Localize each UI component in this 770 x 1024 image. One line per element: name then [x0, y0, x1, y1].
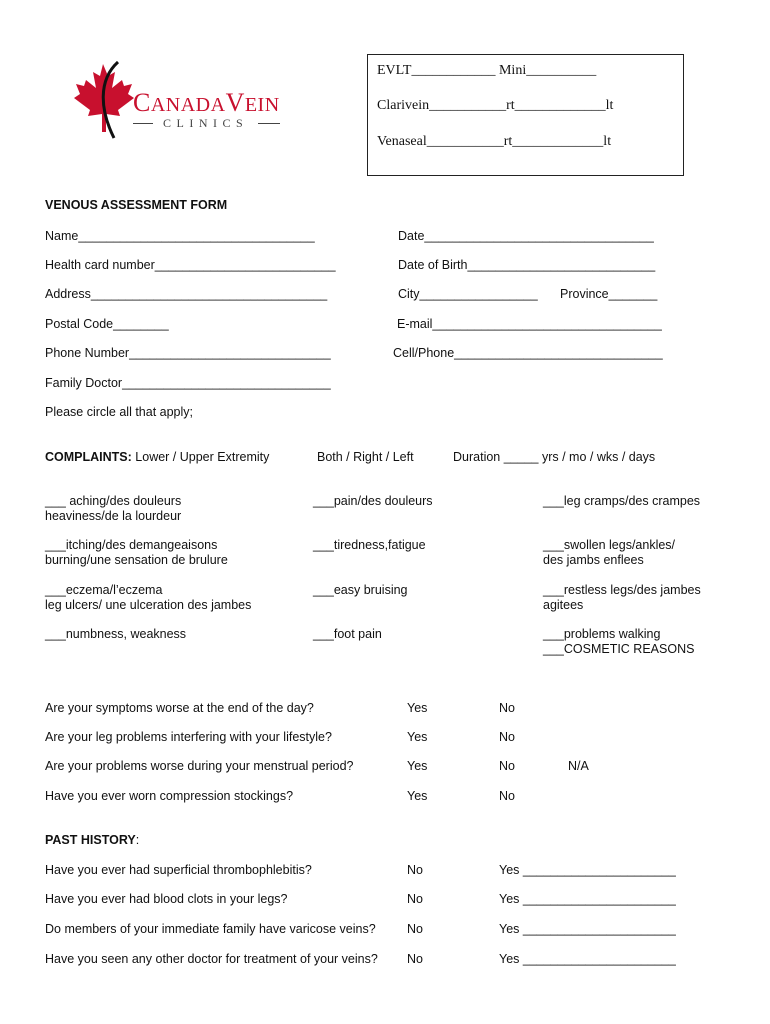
- family-doctor-field[interactable]: Family Doctor______________________________: [45, 376, 331, 390]
- brand-divider-right: [258, 123, 280, 124]
- complaints-heading: COMPLAINTS: Lower / Upper Extremity: [45, 450, 270, 464]
- answer-yes-detail[interactable]: Yes ______________________: [499, 922, 676, 936]
- answer-yes-detail[interactable]: Yes ______________________: [499, 952, 676, 966]
- past-history-heading: PAST HISTORY:: [45, 833, 140, 847]
- city-field[interactable]: City_________________: [398, 287, 538, 301]
- question-text: Have you ever worn compression stockings?: [45, 789, 294, 803]
- answer-no[interactable]: No: [407, 922, 423, 936]
- history-question: Do members of your immediate family have varicose veins?: [45, 922, 376, 936]
- history-question: Have you ever had superficial thrombophlebitis?: [45, 863, 312, 877]
- health-card-field[interactable]: Health card number__________________________: [45, 258, 336, 272]
- answer-yes[interactable]: Yes: [407, 730, 428, 744]
- brand-name: CANADAVEIN: [133, 88, 280, 117]
- form-title: VENOUS ASSESSMENT FORM: [45, 198, 228, 212]
- answer-na[interactable]: N/A: [568, 759, 589, 773]
- phone-field[interactable]: Phone Number_____________________________: [45, 346, 331, 360]
- answer-no[interactable]: No: [407, 892, 423, 906]
- answer-no[interactable]: No: [499, 701, 515, 715]
- answer-yes[interactable]: Yes: [407, 701, 428, 715]
- answer-no[interactable]: No: [499, 789, 515, 803]
- complaint-item[interactable]: ___ aching/des douleurs heaviness/de la lourdeur: [45, 494, 182, 523]
- answer-no[interactable]: No: [407, 952, 423, 966]
- answer-no[interactable]: No: [499, 730, 515, 744]
- answer-no[interactable]: No: [407, 863, 423, 877]
- complaint-item[interactable]: ___foot pain: [313, 627, 382, 641]
- procedure-venaseal-field[interactable]: Venaseal___________rt_____________lt: [377, 134, 612, 149]
- answer-yes[interactable]: Yes: [407, 759, 428, 773]
- cell-phone-field[interactable]: Cell/Phone______________________________: [393, 346, 663, 360]
- address-field[interactable]: Address__________________________________: [45, 287, 328, 301]
- procedure-clarivein-field[interactable]: Clarivein___________rt_____________lt: [377, 98, 614, 113]
- complaint-item[interactable]: ___eczema/l’eczema leg ulcers/ une ulceration des jambes: [45, 583, 252, 612]
- complaint-item[interactable]: ___swollen legs/ankles/ des jambs enflees: [543, 538, 676, 567]
- date-field[interactable]: Date_________________________________: [398, 229, 654, 243]
- brand-subtitle: CLINICS: [163, 116, 249, 130]
- complaint-item[interactable]: ___restless legs/des jambes agitees: [543, 583, 701, 612]
- postal-code-field[interactable]: Postal Code________: [45, 317, 169, 331]
- dob-field[interactable]: Date of Birth___________________________: [398, 258, 656, 272]
- complaint-item[interactable]: ___tiredness,fatigue: [313, 538, 426, 552]
- complaint-item[interactable]: ___easy bruising: [313, 583, 408, 597]
- question-text: Are your problems worse during your menstrual period?: [45, 759, 354, 773]
- question-text: Are your leg problems interfering with your lifestyle?: [45, 730, 332, 744]
- history-question: Have you seen any other doctor for treatment of your veins?: [45, 952, 378, 966]
- complaint-item[interactable]: ___leg cramps/des crampes: [543, 494, 701, 508]
- maple-leaf-icon: [68, 60, 138, 140]
- history-question: Have you ever had blood clots in your legs?: [45, 892, 288, 906]
- name-field[interactable]: Name__________________________________: [45, 229, 315, 243]
- duration-field[interactable]: Duration _____ yrs / mo / wks / days: [453, 450, 656, 464]
- instruction-text: Please circle all that apply;: [45, 405, 193, 419]
- answer-yes-detail[interactable]: Yes ______________________: [499, 892, 676, 906]
- complaint-item[interactable]: ___problems walking ___COSMETIC REASONS: [543, 627, 695, 656]
- answer-no[interactable]: No: [499, 759, 515, 773]
- email-field[interactable]: E-mail_________________________________: [397, 317, 662, 331]
- side-options[interactable]: Both / Right / Left: [317, 450, 414, 464]
- answer-yes[interactable]: Yes: [407, 789, 428, 803]
- complaint-item[interactable]: ___numbness, weakness: [45, 627, 187, 641]
- procedure-evlt-field[interactable]: EVLT____________ Mini__________: [377, 63, 597, 78]
- complaint-item[interactable]: ___itching/des demangeaisons burning/une sensation de brulure: [45, 538, 228, 567]
- complaint-item[interactable]: ___pain/des douleurs: [313, 494, 433, 508]
- answer-yes-detail[interactable]: Yes ______________________: [499, 863, 676, 877]
- brand-divider-left: [133, 123, 153, 124]
- question-text: Are your symptoms worse at the end of the day?: [45, 701, 314, 715]
- province-field[interactable]: Province_______: [560, 287, 658, 301]
